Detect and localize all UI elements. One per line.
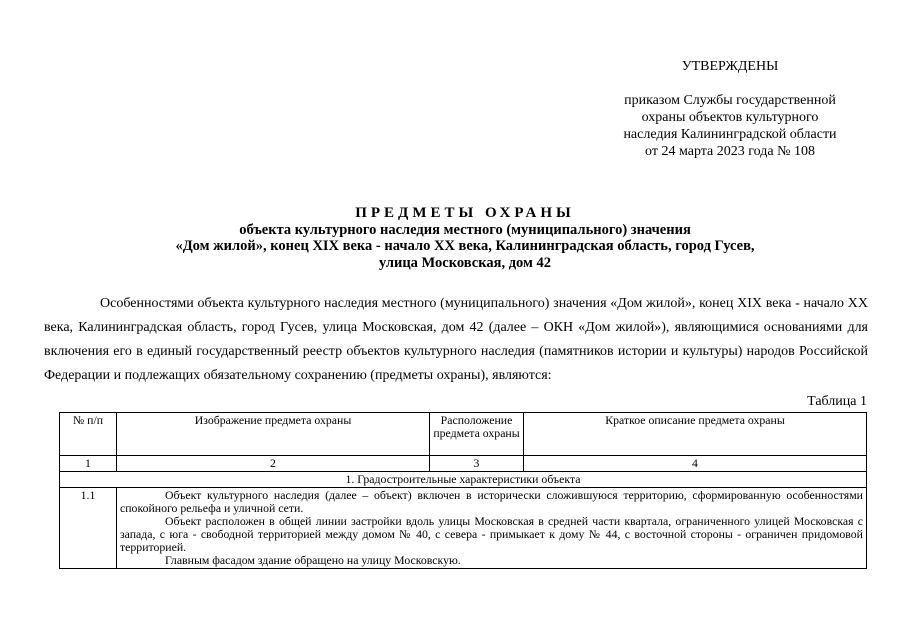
protection-table (59, 412, 867, 569)
table-header-row (60, 413, 867, 456)
column-number-row (60, 456, 867, 472)
header-cell: Расположение предмета охраны (430, 413, 524, 456)
section-row (60, 472, 867, 488)
approval-block (600, 58, 860, 160)
section-heading: 1. Градостроительные характеристики объекта (60, 472, 867, 488)
title-line: улица Московская, дом 42 (378, 254, 552, 271)
approval-line: от 24 марта 2023 года № 108 (645, 144, 815, 159)
header-cell: № п/п (60, 413, 117, 456)
column-number: 3 (430, 456, 524, 472)
header-cell: Краткое описание предмета охраны (524, 413, 867, 456)
row-description (117, 488, 867, 569)
row-number: 1.1 (60, 488, 117, 569)
column-number: 4 (524, 456, 867, 472)
document-title (120, 205, 810, 271)
column-number: 1 (60, 456, 117, 472)
table-row (60, 488, 867, 569)
title-line: «Дом жилой», конец XIX века - начало XX века, Калининградская область, город Гусев, (175, 238, 755, 254)
approval-heading: УТВЕРЖДЕНЫ (681, 59, 779, 74)
approval-line: приказом Службы государственной (624, 93, 836, 108)
column-number: 2 (117, 456, 430, 472)
description-paragraph: Объект культурного наследия (далее – объект) включен в исторически сложившуюся территорию, сформированную особенностями спокойного рельефа и уличной сети. (120, 488, 863, 515)
table-caption: Таблица 1 (807, 394, 867, 409)
intro-paragraph: Особенностями объекта культурного наследия местного (муниципального) значения «Дом жилой», конец XIX века - начало XX века, Калининградская область, город Гусев, улица Московская, дом 42 (далее – ОКН «Дом жилой»), являющимися основаниями для включения его в единый государственный реестр объектов культурного наследия (памятников истории и культуры) народов Российской Федерации и подлежащих обязательному сохранению (предметы охраны), являются: (44, 296, 868, 383)
description-paragraph: Объект расположен в общей линии застройки вдоль улицы Московская в средней части квартала, ограниченного улицей Московская с запада, с юга - свободной территорией между домом № 40, с севера - примыкает к дому № 44, с восточной стороны - ограничен придомовой территорией. (120, 514, 863, 554)
description-paragraph: Главным фасадом здание обращено на улицу Московскую. (165, 553, 461, 567)
header-cell: Изображение предмета охраны (117, 413, 430, 456)
title-line: объекта культурного наследия местного (муниципального) значения (239, 221, 691, 238)
approval-line: охраны объектов культурного (641, 110, 819, 125)
title-main: ПРЕДМЕТЫ ОХРАНЫ (355, 205, 575, 221)
approval-line: наследия Калининградской области (623, 127, 837, 142)
